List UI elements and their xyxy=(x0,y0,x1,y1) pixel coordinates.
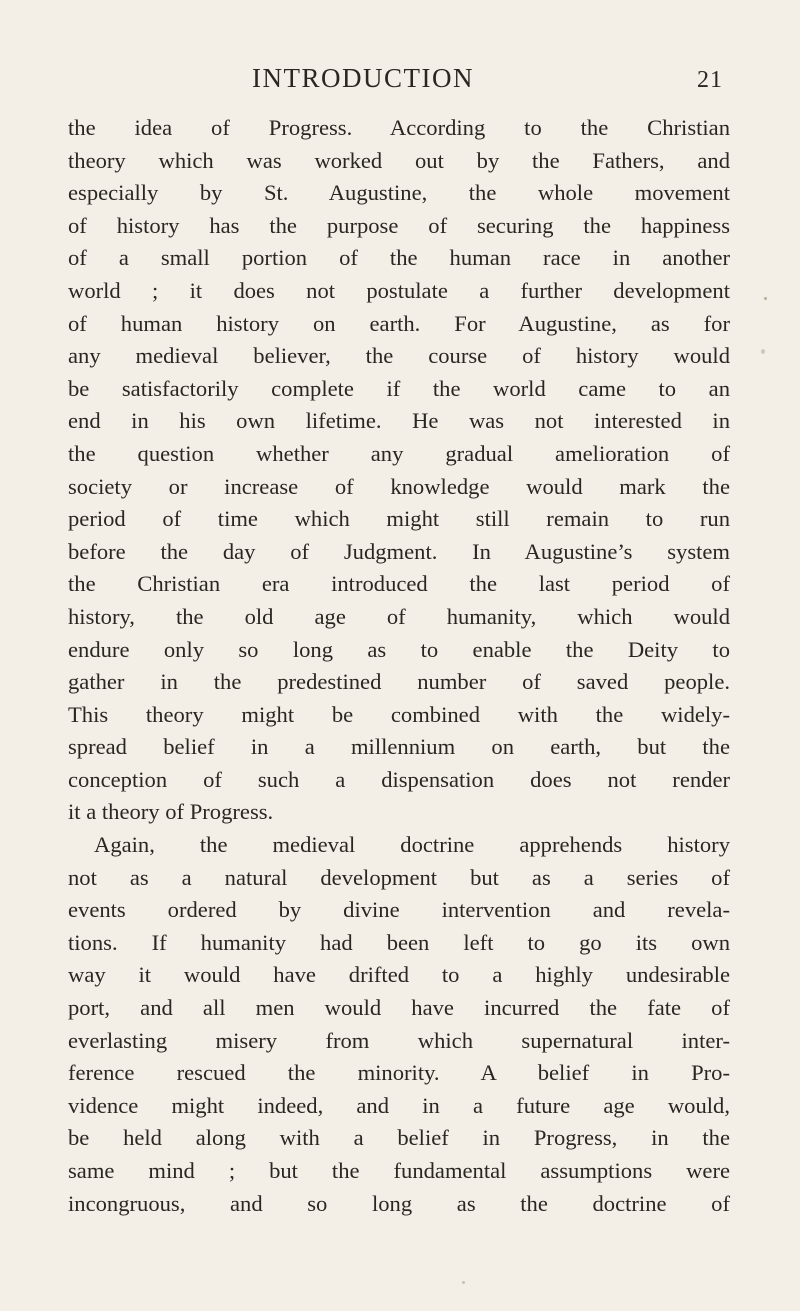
text-line: of human history on earth. For Augustine, as for xyxy=(68,310,730,336)
text-line: before the day of Judgment. In Augustine’s system xyxy=(68,538,730,564)
paper-speck xyxy=(764,297,767,300)
text-line: events ordered by divine intervention and revela- xyxy=(68,897,730,923)
text-line: especially by St. Augustine, the whole movement xyxy=(68,180,730,206)
text-line: the Christian era introduced the last period of xyxy=(68,571,730,597)
text-line: way it would have drifted to a highly undesirable xyxy=(68,962,730,988)
text-line: conception of such a dispensation does not render xyxy=(68,766,730,792)
text-line: gather in the predestined number of saved people. xyxy=(68,669,730,695)
paper-speck xyxy=(462,1281,465,1284)
text-line: be held along with a belief in Progress, in the xyxy=(68,1125,730,1151)
text-line: be satisfactorily complete if the world came to an xyxy=(68,375,730,401)
text-line: society or increase of knowledge would mark the xyxy=(68,473,730,499)
text-line: vidence might indeed, and in a future age would, xyxy=(68,1092,730,1118)
text-line: of history has the purpose of securing the happiness xyxy=(68,212,730,238)
text-line: same mind ; but the fundamental assumptions were xyxy=(68,1158,730,1183)
text-line: of a small portion of the human race in another xyxy=(68,245,730,271)
text-line: port, and all men would have incurred the fate of xyxy=(68,995,730,1021)
text-line: incongruous, and so long as the doctrine of xyxy=(68,1190,730,1216)
text-line: world ; it does not postulate a further development xyxy=(68,277,730,303)
text-line: the question whether any gradual amelioration of xyxy=(68,440,730,466)
paper-speck xyxy=(761,349,765,354)
text-line: endure only so long as to enable the Deity to xyxy=(68,636,730,662)
text-line: spread belief in a millennium on earth, but the xyxy=(68,734,730,760)
running-title: INTRODUCTION xyxy=(252,63,474,93)
paragraph-end-line: it a theory of Progress. xyxy=(68,799,274,825)
text-line: period of time which might still remain to run xyxy=(68,506,730,532)
text-line: tions. If humanity had been left to go its own xyxy=(68,929,730,955)
text-line: end in his own lifetime. He was not interested in xyxy=(68,408,730,434)
body-text xyxy=(68,112,730,1220)
paragraph-start-line: Again, the medieval doctrine apprehends history xyxy=(94,832,730,858)
text-line: not as a natural development but as a series of xyxy=(68,864,730,890)
page-number: 21 xyxy=(697,67,723,93)
running-head xyxy=(0,60,800,100)
text-line: ference rescued the minority. A belief in Pro- xyxy=(68,1060,730,1086)
text-line: any medieval believer, the course of history would xyxy=(68,343,730,369)
text-line: This theory might be combined with the widely- xyxy=(68,701,730,727)
text-line: everlasting misery from which supernatural inter- xyxy=(68,1027,730,1053)
text-line: the idea of Progress. According to the Christian xyxy=(68,115,730,140)
text-line: history, the old age of humanity, which would xyxy=(68,603,730,629)
text-line: theory which was worked out by the Fathers, and xyxy=(68,147,730,173)
